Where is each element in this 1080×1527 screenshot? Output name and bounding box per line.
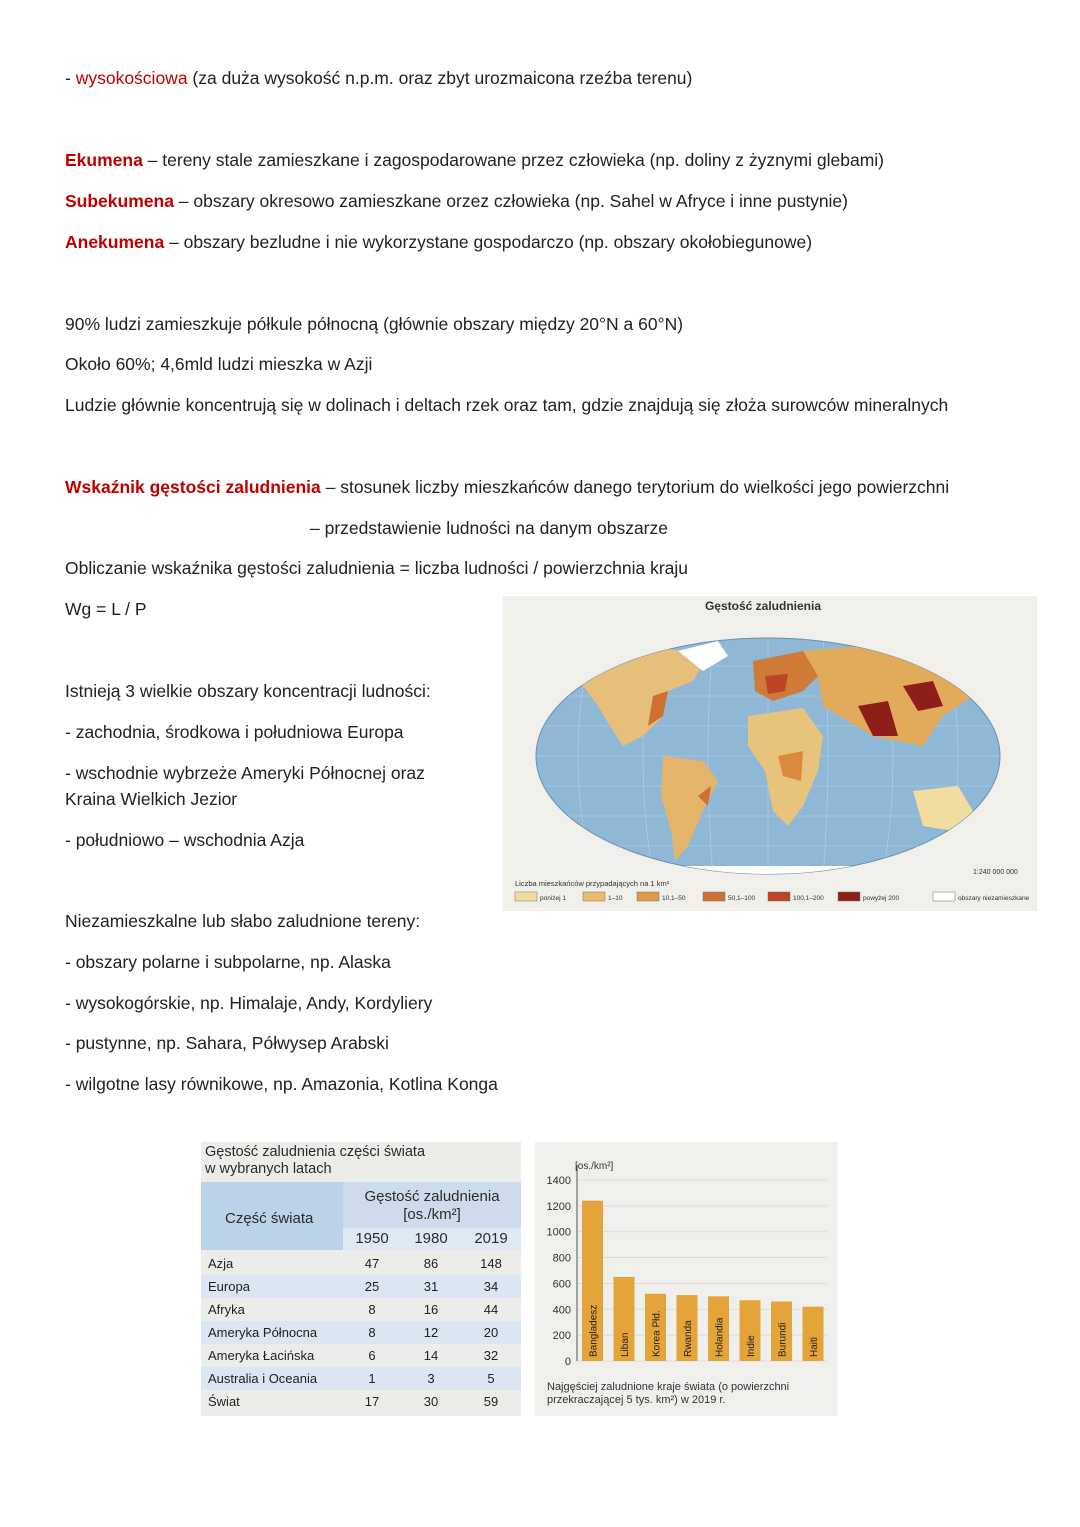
- legend-label: 50,1–100: [728, 895, 756, 902]
- definition-text: – obszary okresowo zamieszkane orzez człowieka (np. Sahel w Afryce i inne pustynie): [173, 191, 848, 211]
- table-row: [201, 1344, 521, 1367]
- y-tick-label: 800: [552, 1252, 571, 1265]
- uninhabited-item-2: - wysokogórskie, np. Himalaje, Andy, Kordyliery: [65, 993, 433, 1013]
- y-tick-label: 0: [564, 1356, 571, 1368]
- row-value: 32: [483, 1348, 499, 1363]
- legend-label: powyżej 200: [863, 895, 900, 902]
- row-value: 17: [364, 1394, 380, 1409]
- legend-swatch: [703, 892, 725, 901]
- chart-caption-line-1: Najgęściej zaludnione kraje świata (o powierzchni: [547, 1381, 790, 1393]
- row-name: Australia i Oceania: [208, 1371, 318, 1386]
- table-row: [201, 1367, 521, 1390]
- term-subekumena: Subekumena: [65, 191, 174, 211]
- densest-countries-chart: [535, 1142, 838, 1416]
- legend-swatch: [515, 892, 537, 901]
- row-name: Europa: [208, 1279, 250, 1294]
- row-value: 8: [368, 1325, 376, 1340]
- uninhabited-item-3: - pustynne, np. Sahara, Półwysep Arabski: [65, 1033, 389, 1053]
- definition-text: – obszary bezludne i nie wykorzystane gospodarczo (np. obszary okołobiegunowe): [164, 232, 813, 252]
- term-wskaznik: Wskaźnik gęstości zaludnienia: [65, 477, 321, 497]
- bar-label: Haiti: [809, 1336, 820, 1357]
- world-map-graphic: [503, 596, 1037, 911]
- row-value: 34: [483, 1279, 499, 1294]
- concentration-item-2b: Kraina Wielkich Jezior: [65, 789, 238, 809]
- bar-label: Burundi: [777, 1322, 789, 1357]
- bar-label: Rwanda: [683, 1320, 694, 1357]
- concentration-item-3: - południowo – wschodnia Azja: [65, 830, 305, 850]
- header-part: Część świata: [225, 1210, 314, 1227]
- row-value: 5: [487, 1371, 495, 1386]
- uninhabited-item-1: - obszary polarne i subpolarne, np. Alaska: [65, 952, 391, 972]
- row-value: 20: [483, 1325, 499, 1340]
- bar-label: Bangladesz: [588, 1304, 600, 1357]
- header-year-1980: 1980: [414, 1230, 448, 1247]
- legend-swatch: [838, 892, 860, 901]
- table-title: [205, 1144, 425, 1178]
- definition-wskaznik-2: – przedstawienie ludności na danym obszarze: [310, 518, 668, 538]
- row-value: 8: [368, 1302, 376, 1317]
- y-tick-label: 200: [552, 1330, 571, 1343]
- definition-wskaznik: [65, 476, 949, 498]
- row-value: 59: [483, 1394, 499, 1409]
- row-name: Afryka: [208, 1302, 245, 1317]
- legend-label: 10,1–50: [662, 895, 686, 902]
- table-row: [201, 1298, 521, 1321]
- row-value: 6: [368, 1348, 376, 1363]
- bar-label: Holandia: [714, 1317, 726, 1357]
- row-value: 12: [423, 1325, 439, 1340]
- definition-text: – stosunek liczby mieszkańców danego terytorium do wielkości jego powierzchni: [320, 477, 950, 497]
- map-scale: 1:240 000 000: [973, 869, 1018, 876]
- term-wysokosciowa: wysokościowa: [75, 68, 188, 88]
- row-value: 47: [364, 1256, 380, 1271]
- y-tick-label: 600: [552, 1278, 571, 1291]
- table-row: [201, 1321, 521, 1344]
- row-value: 25: [364, 1279, 380, 1294]
- legend-swatch: [768, 892, 790, 901]
- row-value: 30: [423, 1394, 439, 1409]
- row-name: Świat: [208, 1394, 240, 1409]
- y-axis-label: [os./km²]: [575, 1161, 614, 1172]
- map-legend-title: Liczba mieszkańców przypadających na 1 km²: [515, 879, 670, 888]
- concentration-item-2a: - wschodnie wybrzeże Ameryki Północnej oraz: [65, 763, 425, 783]
- table-header: [201, 1182, 521, 1250]
- uninhabited-item-4: - wilgotne lasy równikowe, np. Amazonia, Kotlina Konga: [65, 1074, 498, 1094]
- paragraph-asia: Około 60%; 4,6mld ludzi mieszka w Azji: [65, 354, 373, 374]
- term-ekumena: Ekumena: [65, 150, 143, 170]
- row-name: Ameryka Łacińska: [208, 1348, 315, 1363]
- bar-chart-svg: [535, 1142, 838, 1416]
- definition-ekumena: [65, 149, 884, 171]
- row-value: 44: [483, 1302, 499, 1317]
- row-name: Ameryka Północna: [208, 1325, 318, 1340]
- legend-label: obszary niezamieszkane: [958, 895, 1030, 902]
- y-tick-label: 400: [552, 1304, 571, 1317]
- row-value: 14: [423, 1348, 439, 1363]
- row-name: Azja: [208, 1256, 234, 1271]
- bar-label: Liban: [620, 1332, 631, 1357]
- y-tick-label: 1000: [546, 1226, 571, 1239]
- map-legend: [515, 892, 1030, 902]
- row-value: 31: [423, 1279, 439, 1294]
- uninhabited-title: Niezamieszkalne lub słabo zaludnione tereny:: [65, 911, 421, 931]
- legend-label: 1–10: [608, 895, 623, 902]
- table-row: [201, 1252, 521, 1275]
- paragraph-rivers: Ludzie głównie koncentrują się w dolinach i deltach rzek oraz tam, gdzie znajdują się złoża surowców mineralnych: [65, 395, 949, 415]
- legend-swatch: [583, 892, 605, 901]
- legend-swatch: [637, 892, 659, 901]
- row-value: 86: [423, 1256, 439, 1271]
- formula: Wg = L / P: [65, 599, 147, 619]
- definition-subekumena: [65, 190, 848, 212]
- definition-wysokosciowa: (za duża wysokość n.p.m. oraz zbyt urozmaicona rzeźba terenu): [187, 68, 693, 88]
- y-tick-label: 1400: [546, 1175, 571, 1187]
- dash: -: [65, 68, 76, 88]
- bar-label: Indie: [746, 1335, 757, 1357]
- concentration-title: Istnieją 3 wielkie obszary koncentracji ludności:: [65, 681, 431, 701]
- population-density-map: [503, 596, 1037, 911]
- definition-anekumena: [65, 231, 812, 253]
- text-line-wysokosciowa: [65, 67, 692, 89]
- row-value: 1: [368, 1371, 376, 1386]
- y-tick-label: 1200: [546, 1200, 571, 1213]
- paragraph-hemisphere: 90% ludzi zamieszkuje półkule północną (głównie obszary między 20°N a 60°N): [65, 314, 684, 334]
- term-anekumena: Anekumena: [65, 232, 165, 252]
- density-table: [201, 1142, 521, 1416]
- table-title-line-1: Gęstość zaludnienia części świata: [205, 1144, 426, 1160]
- table-title-line-2: w wybranych latach: [205, 1161, 332, 1177]
- paragraph-obliczanie: Obliczanie wskaźnika gęstości zaludnienia = liczba ludności / powierzchnia kraju: [65, 558, 689, 578]
- legend-label: 100,1–200: [793, 895, 824, 902]
- table-row: [201, 1275, 521, 1298]
- legend-swatch: [933, 892, 955, 901]
- concentration-item-1: - zachodnia, środkowa i południowa Europa: [65, 722, 404, 742]
- row-value: 148: [480, 1256, 502, 1271]
- table-row: [201, 1390, 521, 1413]
- row-value: 16: [423, 1302, 439, 1317]
- legend-label: poniżej 1: [540, 895, 567, 902]
- chart-caption-line-2: przekraczającej 5 tys. km²) w 2019 r.: [547, 1394, 726, 1406]
- map-title: Gęstość zaludnienia: [704, 599, 822, 613]
- header-year-2019: 2019: [474, 1230, 508, 1247]
- row-value: 3: [427, 1371, 435, 1386]
- definition-text: – tereny stale zamieszkane i zagospodarowane przez człowieka (np. doliny z żyznymi glebami): [142, 150, 884, 170]
- bar-label: Korea Płd.: [651, 1310, 663, 1357]
- header-year-1950: 1950: [355, 1230, 389, 1247]
- header-density: Gęstość zaludnienia: [364, 1188, 500, 1205]
- header-unit: [os./km²]: [403, 1206, 461, 1223]
